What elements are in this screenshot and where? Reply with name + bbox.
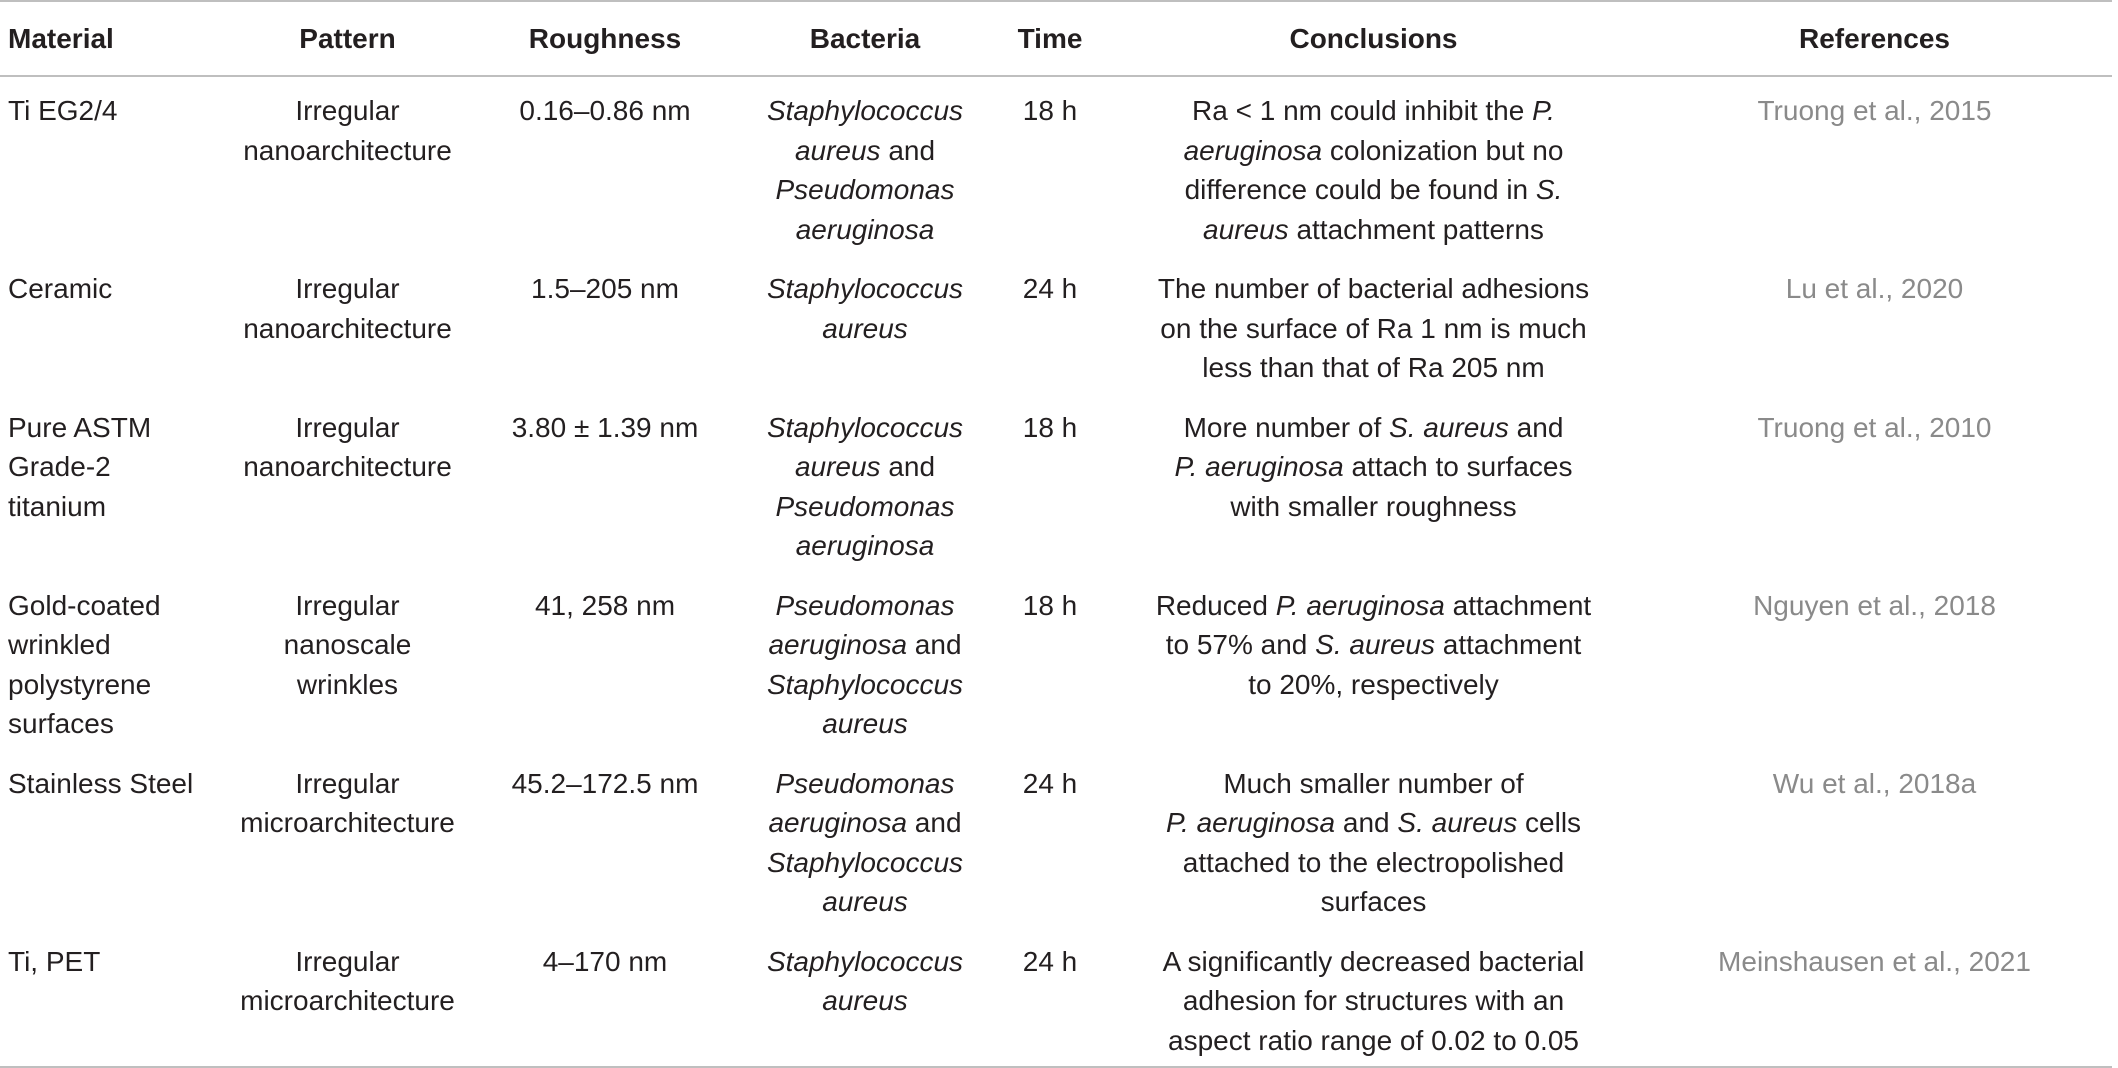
text-run: aspect ratio range of 0.02 to 0.05 xyxy=(1168,1024,1579,1056)
cell-line: polystyrene xyxy=(8,668,152,700)
cell-line xyxy=(1110,309,1637,349)
roughness-cell: 0.16–0.86 nm xyxy=(519,95,691,126)
cell-line xyxy=(1110,170,1637,210)
time-cell: 18 h xyxy=(1022,95,1078,126)
header-references: References xyxy=(1637,1,2112,76)
cell-line xyxy=(1110,408,1637,448)
cell-line xyxy=(1110,882,1637,922)
material-cell xyxy=(0,255,225,394)
cell-line: microarchitecture xyxy=(240,985,455,1016)
italic-text: Pseudomonas xyxy=(775,174,955,205)
text-run: Reduced xyxy=(1155,589,1276,621)
text-run: attachment xyxy=(1435,629,1582,660)
cell-line: titanium xyxy=(8,490,107,522)
roughness-cell: 41, 258 nm xyxy=(534,589,676,621)
pattern-cell xyxy=(225,255,470,394)
cell-line: wrinkles xyxy=(296,668,399,700)
cell-line xyxy=(740,843,990,883)
header-time: Time xyxy=(990,1,1110,76)
bacteria-cell xyxy=(740,750,990,928)
pattern-cell xyxy=(225,928,470,1068)
material-cell xyxy=(0,750,225,928)
italic-text: P. aeruginosa xyxy=(1275,589,1445,621)
italic-text: aeruginosa xyxy=(768,629,908,660)
italic-text: aeruginosa xyxy=(1183,134,1323,166)
cell-line xyxy=(740,91,990,131)
italic-text: P. aeruginosa xyxy=(1174,451,1344,482)
pattern-cell xyxy=(225,750,470,928)
cell-line xyxy=(740,408,990,448)
time-cell: 18 h xyxy=(1022,589,1078,621)
italic-text: P. xyxy=(1532,95,1555,126)
time-cell: 24 h xyxy=(1022,767,1078,799)
cell-line xyxy=(1110,942,1637,982)
italic-text: aureus xyxy=(822,312,908,344)
roughness-cell: 4–170 nm xyxy=(470,928,740,1068)
reference-link[interactable]: Nguyen et al., 2018 xyxy=(1753,589,1996,621)
italic-text: aureus xyxy=(822,886,908,917)
italic-text: aureus xyxy=(1203,213,1289,245)
italic-text: P. aeruginosa xyxy=(1165,807,1336,838)
text-run: Much smaller number of xyxy=(1223,767,1524,799)
cell-line xyxy=(740,625,990,665)
italic-text: Staphylococcus xyxy=(766,273,964,304)
text-run: to 20%, respectively xyxy=(1248,668,1499,700)
cell-line: surfaces xyxy=(8,708,114,739)
bacteria-cell xyxy=(740,76,990,255)
bacteria-cell xyxy=(740,928,990,1068)
cell-line xyxy=(1110,210,1637,250)
conclusions-cell xyxy=(1110,750,1637,928)
cell-line xyxy=(740,882,990,922)
italic-text: S. xyxy=(1535,174,1563,205)
cell-line xyxy=(740,764,990,804)
text-run: and xyxy=(880,451,936,482)
time-cell: 24 h xyxy=(1022,273,1078,304)
table-header xyxy=(0,1,2112,76)
cell-line: Irregular xyxy=(295,273,400,304)
conclusions-cell xyxy=(1110,255,1637,394)
table-row xyxy=(0,255,2112,394)
italic-text: S. aureus xyxy=(1315,629,1435,660)
italic-text: Staphylococcus xyxy=(766,846,964,878)
text-run: and xyxy=(907,629,962,660)
italic-text: Pseudomonas xyxy=(775,490,955,522)
text-run: attached to the electropolished xyxy=(1182,846,1565,878)
reference-link[interactable]: Truong et al., 2015 xyxy=(1757,95,1992,126)
italic-text: S. aureus xyxy=(1389,411,1509,443)
text-run: A significantly decreased bacterial xyxy=(1162,945,1585,977)
italic-text: aureus xyxy=(794,451,881,482)
text-run: and xyxy=(880,134,936,166)
cell-line: wrinkled xyxy=(8,629,111,660)
text-run: on the surface of Ra 1 nm is much xyxy=(1160,312,1587,344)
cell-line xyxy=(1110,487,1637,527)
cell-line xyxy=(740,942,990,982)
cell-line xyxy=(740,704,990,744)
table-row xyxy=(0,76,2112,255)
time-cell: 24 h xyxy=(990,928,1110,1068)
reference-link[interactable]: Wu et al., 2018a xyxy=(1772,767,1977,799)
text-run: attachment patterns xyxy=(1288,213,1544,245)
header-conclusions: Conclusions xyxy=(1110,1,1637,76)
reference-link[interactable]: Lu et al., 2020 xyxy=(1785,273,1964,304)
text-run: and xyxy=(1335,807,1398,838)
cell-line xyxy=(1110,131,1637,171)
text-run: difference could be found in xyxy=(1184,174,1536,205)
cell-line xyxy=(1110,586,1637,626)
reference-link[interactable]: Meinshausen et al., 2021 xyxy=(1637,928,2112,1068)
text-run: and xyxy=(1508,411,1564,443)
cell-line xyxy=(740,210,990,250)
italic-text: Staphylococcus xyxy=(766,945,964,977)
italic-text: Staphylococcus xyxy=(766,95,964,126)
pattern-cell xyxy=(225,394,470,572)
cell-line xyxy=(740,665,990,705)
cell-line xyxy=(740,981,990,1021)
conclusions-cell xyxy=(1110,394,1637,572)
text-run: with smaller roughness xyxy=(1230,490,1517,522)
cell-line xyxy=(1110,764,1637,804)
cell-line: Irregular xyxy=(295,95,400,126)
text-run: surfaces xyxy=(1320,886,1427,917)
reference-link[interactable]: Truong et al., 2010 xyxy=(1757,411,1992,443)
header-bacteria: Bacteria xyxy=(740,1,990,76)
bacteria-cell xyxy=(740,572,990,750)
cell-line: Ceramic xyxy=(8,273,113,304)
text-run: and xyxy=(907,807,962,838)
cell-line xyxy=(1110,447,1637,487)
italic-text: S. aureus xyxy=(1397,807,1518,838)
bacteria-cell xyxy=(740,394,990,572)
material-cell xyxy=(0,394,225,572)
cell-line xyxy=(1110,1021,1637,1061)
header-row xyxy=(0,1,2112,76)
cell-line xyxy=(1110,843,1637,883)
conclusions-cell xyxy=(1110,928,1637,1068)
time-cell: 18 h xyxy=(1022,411,1078,443)
cell-line xyxy=(740,309,990,349)
text-run: to 57% and xyxy=(1165,629,1316,660)
cell-line: Gold-coated xyxy=(8,589,161,621)
header-pattern: Pattern xyxy=(225,1,470,76)
text-run: attach to surfaces xyxy=(1343,451,1573,482)
cell-line: Ti, PET xyxy=(8,945,101,977)
table-row xyxy=(0,394,2112,572)
italic-text: aeruginosa xyxy=(795,213,935,245)
cell-line: Irregular xyxy=(295,767,400,799)
material-cell xyxy=(0,76,225,255)
cell-line: nanoscale xyxy=(283,629,412,660)
text-run: Ra < 1 nm could inhibit the xyxy=(1192,95,1533,126)
cell-line xyxy=(1110,665,1637,705)
italic-text: aureus xyxy=(822,708,908,739)
conclusions-cell xyxy=(1110,572,1637,750)
text-run: less than that of Ra 205 nm xyxy=(1202,352,1545,383)
conclusions-cell xyxy=(1110,76,1637,255)
cell-line: Ti EG2/4 xyxy=(8,95,118,126)
cell-line: Irregular xyxy=(295,589,400,621)
cell-line xyxy=(1110,803,1637,843)
italic-text: Staphylococcus xyxy=(766,668,964,700)
text-run: colonization but no xyxy=(1322,134,1564,166)
cell-line xyxy=(1110,981,1637,1021)
table-body xyxy=(0,76,2112,1067)
text-run: cells xyxy=(1517,807,1582,838)
text-run: adhesion for structures with an xyxy=(1182,985,1565,1016)
cell-line xyxy=(740,170,990,210)
cell-line xyxy=(740,447,990,487)
roughness-cell: 3.80 ± 1.39 nm xyxy=(511,411,699,443)
italic-text: aeruginosa xyxy=(795,530,935,561)
cell-line: nanoarchitecture xyxy=(243,451,452,482)
cell-line xyxy=(740,803,990,843)
cell-line: Stainless Steel xyxy=(8,767,194,799)
cell-line xyxy=(1110,269,1637,309)
cell-line xyxy=(740,487,990,527)
cell-line: microarchitecture xyxy=(240,807,455,838)
pattern-cell xyxy=(225,572,470,750)
cell-line: nanoarchitecture xyxy=(243,134,452,166)
italic-text: aeruginosa xyxy=(768,807,908,838)
italic-text: aureus xyxy=(822,985,908,1016)
cell-line: Irregular xyxy=(295,411,400,443)
table-row xyxy=(0,750,2112,928)
header-material: Material xyxy=(0,1,225,76)
italic-text: Pseudomonas xyxy=(775,767,955,799)
cell-line xyxy=(740,526,990,566)
text-run: More number of xyxy=(1183,411,1390,443)
cell-line xyxy=(740,586,990,626)
header-roughness: Roughness xyxy=(470,1,740,76)
cell-line xyxy=(740,131,990,171)
italic-text: Pseudomonas xyxy=(775,589,955,621)
bacteria-cell xyxy=(740,255,990,394)
cell-line xyxy=(1110,91,1637,131)
cell-line xyxy=(1110,348,1637,388)
cell-line: nanoarchitecture xyxy=(243,312,452,344)
italic-text: aureus xyxy=(794,134,881,166)
roughness-cell: 1.5–205 nm xyxy=(531,273,679,304)
text-run: attachment xyxy=(1444,589,1592,621)
cell-line: Irregular xyxy=(295,945,400,977)
italic-text: Staphylococcus xyxy=(766,411,964,443)
cell-line xyxy=(740,269,990,309)
table-row xyxy=(0,928,2112,1068)
cell-line: Grade-2 xyxy=(8,451,111,482)
cell-line: Pure ASTM xyxy=(8,411,152,443)
roughness-cell: 45.2–172.5 nm xyxy=(511,767,699,799)
table-row xyxy=(0,572,2112,750)
material-cell xyxy=(0,572,225,750)
pattern-cell xyxy=(225,76,470,255)
material-cell xyxy=(0,928,225,1068)
cell-line xyxy=(1110,625,1637,665)
text-run: The number of bacterial adhesions xyxy=(1157,273,1590,304)
